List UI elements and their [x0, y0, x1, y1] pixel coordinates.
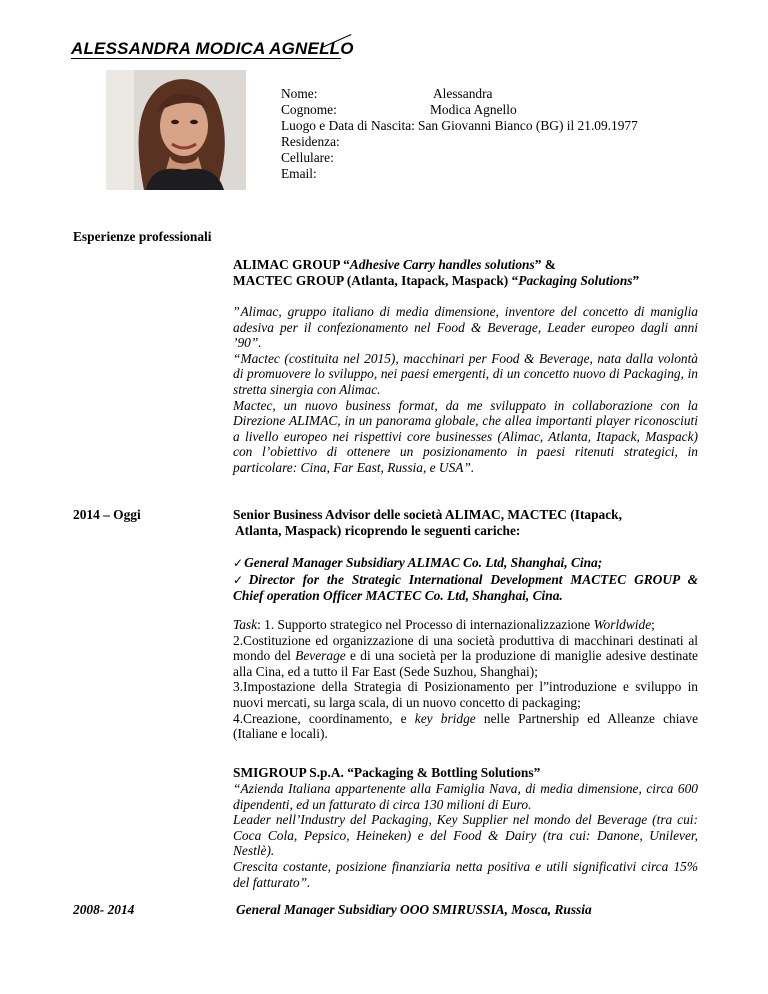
role-text: Director for the Strategic International Development MACTEC GROUP &	[248, 571, 698, 587]
task-text: 2.Costituzione ed organizzazione di una società produttiva di macchinari destinati al mondo del	[233, 632, 698, 664]
job1-title	[233, 507, 698, 538]
heading-italic: Packaging Solutions	[518, 272, 633, 288]
smi-desc-1: “Azienda Italiana appartenente alla Famiglia Nava, di media dimensione, circa 600 dipendenti, ed un fatturato di circa 130 milioni di Euro.	[233, 781, 698, 812]
heading-text: MACTEC GROUP (Atlanta, Itapack, Maspack) “	[233, 272, 519, 288]
task-4	[233, 711, 698, 742]
value-nome: Alessandra	[433, 86, 493, 101]
heading-text: ”	[632, 272, 640, 288]
task-text: ;	[651, 617, 655, 632]
task-italic: Worldwide	[593, 617, 652, 632]
check-icon: ✓	[233, 556, 244, 570]
task-italic: key bridge	[414, 710, 476, 726]
alimac-heading-line2	[233, 273, 698, 289]
task-text: nelle Partnership ed Alleanze chiave (Italiane e locali).	[233, 710, 699, 742]
label-cellulare: Cellulare:	[281, 150, 334, 165]
label-nascita: Luogo e Data di Nascita:	[281, 118, 415, 133]
task-1	[233, 617, 698, 633]
cv-header-name: ALESSANDRA MODICA AGNELLO	[71, 39, 354, 58]
job1-date: 2014 – Oggi	[73, 507, 141, 522]
smi-desc-3: Crescita costante, posizione finanziaria netta positiva e utili significativi circa 15% del fatturato”.	[233, 858, 698, 890]
job2-date: 2008- 2014	[73, 902, 135, 917]
label-residenza: Residenza:	[281, 134, 340, 149]
value-nascita: San Giovanni Bianco (BG) il 21.09.1977	[418, 118, 638, 133]
label-email: Email:	[281, 166, 317, 181]
task-italic: Beverage	[295, 648, 346, 664]
smi-heading: SMIGROUP S.p.A. “Packaging & Bottling Solutions”	[233, 765, 541, 780]
alimac-desc-1: ˮAlimac, gruppo italiano di media dimensione, inventore del concetto di maniglia adesiva per il confezionamento nel Food & Beverage, Leader europeo dagli anni ’90”.	[233, 304, 698, 351]
value-cognome: Modica Agnello	[430, 102, 517, 117]
alimac-heading	[233, 257, 698, 288]
alimac-desc-2: “Mactec (costituita nel 2015), macchinari per Food & Beverage, nata dalla volontà di promuovere lo sviluppo, nei paesi emergenti, di un concetto nuovo di Packaging, in stretta sinergia con Alimac.	[233, 350, 698, 397]
task-2	[233, 633, 698, 680]
task-3: 3.Impostazione della Strategia di Posizionamento per lˮintroduzione e sviluppo in nuovi mercati, su larga scala, di un nuovo concetto di packaging;	[233, 679, 698, 710]
portrait-illustration	[106, 70, 246, 190]
task-text: e di una società per la produzione di maniglie adesive destinate alla Cina, ed a tutto il Far East (Sede Suzhou, Shanghai);	[233, 648, 698, 679]
label-cognome: Cognome:	[281, 102, 337, 117]
job2-title: General Manager Subsidiary OOO SMIRUSSIA, Mosca, Russia	[236, 902, 592, 917]
task-text: 4.Creazione, coordinamento, e	[233, 710, 415, 726]
label-nome: Nome:	[281, 86, 318, 101]
job1-role-2-cont: Chief operation Officer MACTEC Co. Ltd, Shanghai, Cina.	[233, 588, 563, 604]
heading-italic: Adhesive Carry handles solutions	[349, 257, 535, 272]
check-icon: ✓	[233, 572, 248, 587]
heading-text: ALIMAC GROUP “	[233, 257, 350, 272]
job1-role-1	[233, 555, 698, 572]
task-text: : 1. Supporto strategico nel Processo di internazionalizzazione	[257, 617, 594, 632]
alimac-heading-line1	[233, 257, 698, 273]
role-text: General Manager Subsidiary ALIMAC Co. Ltd, Shanghai, Cina;	[244, 555, 603, 570]
job1-title-line2: Atlanta, Maspack) ricoprendo le seguenti cariche:	[235, 522, 521, 538]
profile-photo	[106, 70, 246, 190]
section-title-experience: Esperienze professionali	[73, 229, 212, 244]
job1-role-2	[233, 572, 698, 589]
task-label: Task	[233, 617, 258, 632]
smi-desc-2: Leader nell’Industry del Packaging, Key Supplier nel mondo del Beverage (tra cui: Coca Cola, Pepsico, Heineken) e del Food & Dairy (tra cui: Danone, Unilever, Nestlè).	[233, 812, 698, 859]
job1-roles	[233, 555, 698, 604]
job1-title-line1: Senior Business Advisor delle società ALIMAC, MACTEC (Itapack,	[233, 507, 622, 522]
alimac-description	[233, 304, 698, 476]
job1-tasks	[233, 617, 698, 742]
smi-description	[233, 781, 698, 890]
alimac-desc-3: Mactec, un nuovo business format, da me sviluppato in collaborazione con la Direzione ALIMAC, in un panorama globale, che allea importanti player riconosciuti a livello europeo nei rispettivi core businesses (Alimac, Atlanta, Itapack, Maspack) con l’obiettivo di ottenere un posizionamento in paesi ritenuti strategici, in particolare: Cina, Far East, Russia, e USA”.	[233, 397, 698, 475]
heading-text: ” &	[534, 257, 556, 272]
header-underline	[71, 58, 341, 59]
